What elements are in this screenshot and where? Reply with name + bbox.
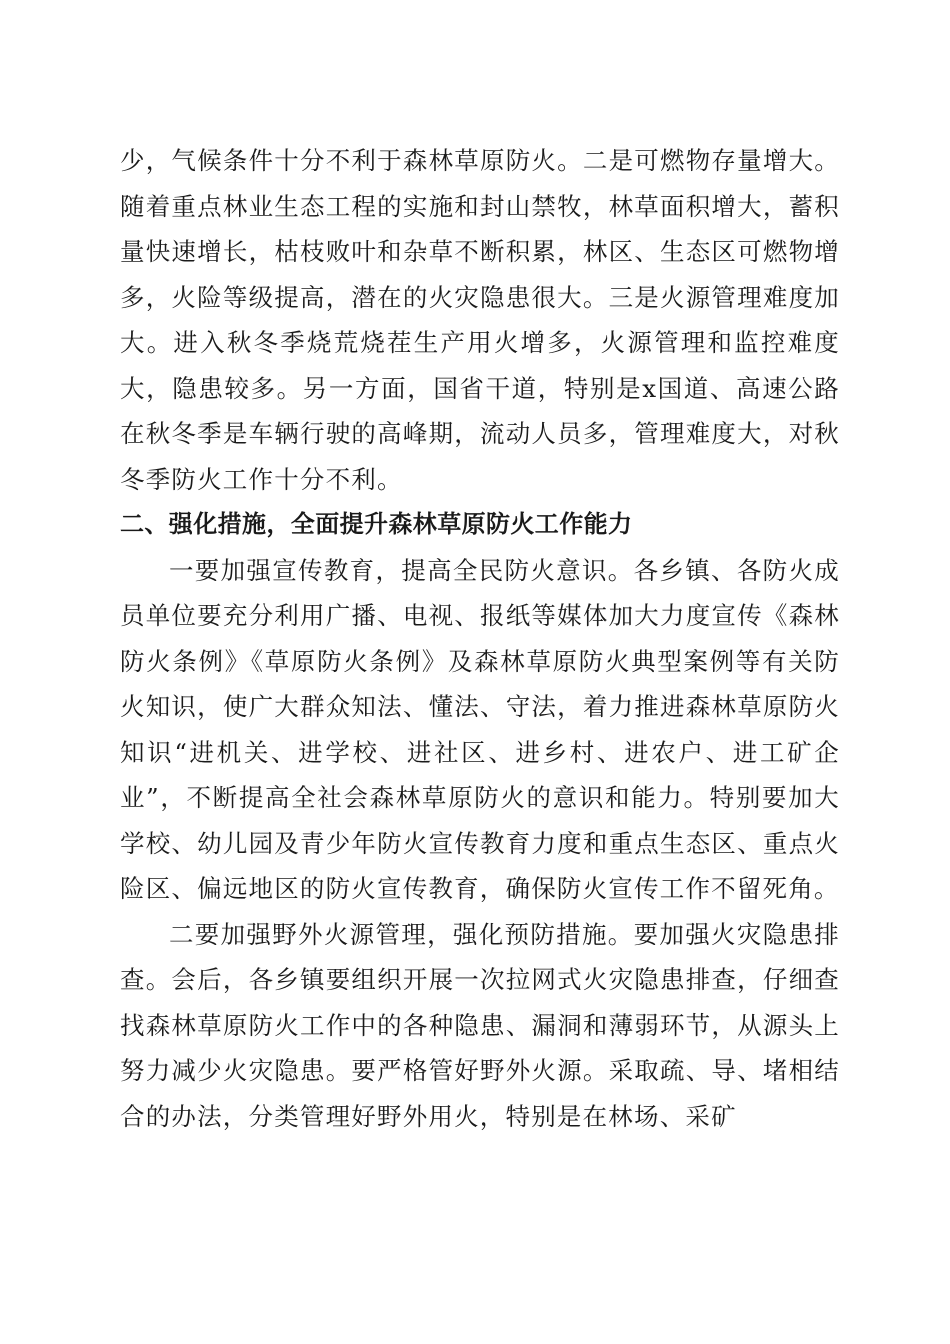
document-body <box>120 138 840 1139</box>
section-heading: 二、强化措施，全面提升森林草原防火工作能力 <box>120 510 633 538</box>
paragraph-publicity-education: 一要加强宣传教育，提高全民防火意识。各乡镇、各防火成员单位要充分利用广播、电视、报纸等媒体加大力度宣传《森林防火条例》《草原防火条例》及森林草原防火典型案例等有关防火知识，使广大群众知法、懂法、守法，着力推进森林草原防火知识“进机关、进学校、进社区、进乡村、进农户、进工矿企业”，不断提高全社会森林草原防火的意识和能力。特别要加大学校、幼儿园及青少年防火宣传教育力度和重点生态区、重点火险区、偏远地区的防火宣传教育，确保防火宣传工作不留死角。 <box>120 555 840 903</box>
paragraph-fire-source-management: 二要加强野外火源管理，强化预防措施。要加强火灾隐患排查。会后，各乡镇要组织开展一次拉网式火灾隐患排查，仔细查找森林草原防火工作中的各种隐患、漏洞和薄弱环节，从源头上努力减少火灾隐患。要严格管好野外火源。采取疏、导、堵相结合的办法，分类管理好野外用火，特别是在林场、采矿 <box>120 919 840 1131</box>
paragraph-continuation: 少，气候条件十分不利于森林草原防火。二是可燃物存量增大。随着重点林业生态工程的实施和封山禁牧，林草面积增大，蓄积量快速增长，枯枝败叶和杂草不断积累，林区、生态区可燃物增多，火险等级提高，潜在的火灾隐患很大。三是火源管理难度加大。进入秋冬季烧荒烧茬生产用火增多，火源管理和监控难度大，隐患较多。另一方面，国省干道，特别是x国道、高速公路在秋冬季是车辆行驶的高峰期，流动人员多，管理难度大，对秋冬季防火工作十分不利。 <box>120 146 840 494</box>
